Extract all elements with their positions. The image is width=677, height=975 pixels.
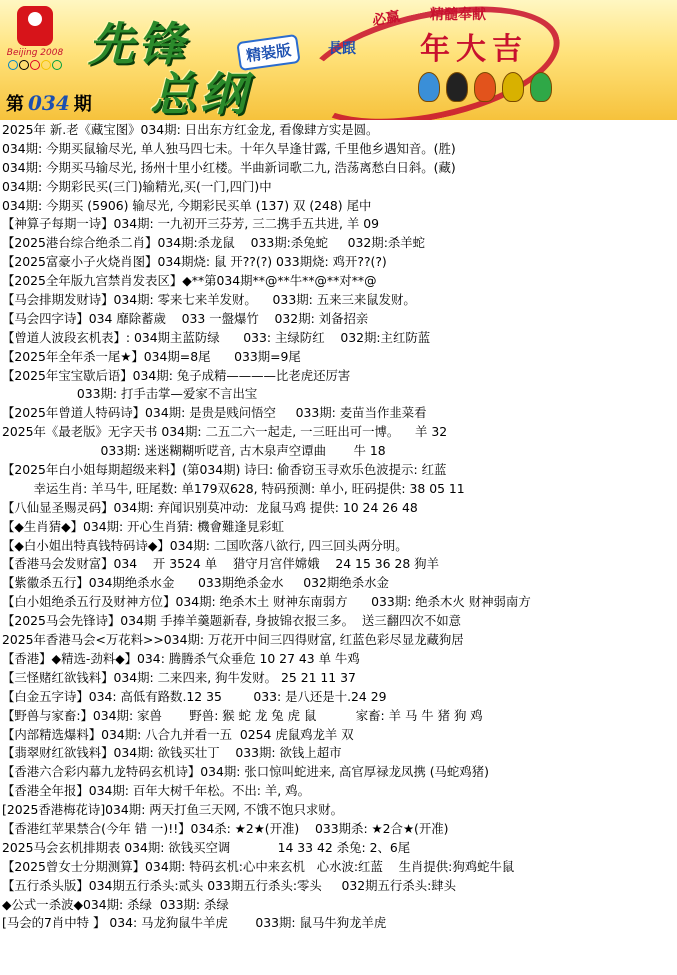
mascot-icon	[530, 72, 552, 102]
text-line: 033期: 迷迷糊糊听呓音, 古木泉声空谭曲 牛 18	[2, 443, 386, 459]
text-line: 【香港红苹果禁合(今年 错 一)!!】034杀: ★2★(开准) 033期杀: ★2合★(开准)	[2, 820, 449, 836]
text-line: 【香港】◆精选-劲料◆】034: 腾腾杀气众垂危 10 27 43 单 牛鸡	[2, 650, 360, 666]
text-line: 2025马会玄机排期表 034期: 欲钱买空调 14 33 42 杀兔: 2、6尾	[2, 839, 411, 855]
text-line: 033期: 打手击掌—爱家不言出宝	[2, 386, 258, 402]
text-line: 034期: 今期买鼠输尽光, 单人独马四七未。十年久旱逢甘露, 千里他乡遇知音。(胜)	[2, 140, 456, 156]
dancing-beijing-seal-icon	[17, 6, 53, 46]
edition-badge: 精装版	[236, 34, 300, 71]
text-line: 【八仙显圣赐灵码】034期: 弃闻识别莫冲动: 龙鼠马鸡 提供: 10 24 26 48	[2, 499, 418, 515]
text-line: 【2025年白小姐每期超级来料】(第034期) 诗曰: 偷香窃玉寻欢乐色波提示: 红蓝	[2, 462, 447, 478]
text-line: 【2025富豪小子火烧肖图】034期烧: 鼠 开??(?) 033期烧: 鸡开??(?)	[2, 254, 387, 270]
text-line: 2025年 新.老《藏宝图》034期: 日出东方红金龙, 看像肆方实是圆。	[2, 122, 379, 137]
text-line: 【紫徽杀五行】034期绝杀水金 033期绝杀金水 032期绝杀水金	[2, 575, 389, 591]
slogan-offer: 精髓奉献	[430, 7, 486, 23]
text-line: 【五行杀头版】034期五行杀头:贰头 033期五行杀头:零头 032期五行杀头:肆头	[2, 877, 457, 893]
mascot-icon	[446, 72, 468, 102]
emblem-caption: Beijing 2008	[6, 48, 64, 58]
issue-prefix: 第	[6, 94, 24, 115]
olympic-rings-icon	[6, 60, 64, 70]
text-line: 2025年香港马会<万花料>>034期: 万花开中间三四得财富, 红蓝色彩尽显龙藏狗居	[2, 632, 464, 648]
header-banner	[0, 0, 677, 120]
text-line: 【◆生肖猜◆】034期: 开心生肖猜: 機會難逢見彩虹	[2, 518, 284, 534]
text-line: 【白金五字诗】034: 高低有路数.12 35 033: 是八还是十.24 29	[2, 688, 387, 704]
text-line: 【◆白小姐出特真钱特码诗◆】034期: 二国吹落八欲行, 四三回头两分明。	[2, 537, 408, 553]
issue-suffix: 期	[73, 94, 92, 115]
banner-title-bottom: 总纲	[150, 67, 250, 120]
text-line: 【神算子每期一诗】034期: 一九初开三芬芳, 三二携手五共进, 羊 09	[2, 216, 379, 232]
text-line: 【香港六合彩内幕九龙特码玄机诗】034期: 张口惊叫蛇进来, 高官厚禄龙凤携 (马蛇鸡猪)	[2, 764, 489, 780]
text-line: 幸运生肖: 羊马牛, 旺尾数: 单179双628, 特码预测: 单小, 旺码提供: 38 05 11	[2, 480, 465, 496]
slogan-follow: 長跟	[328, 41, 356, 57]
text-line: 【三怪赌红欲钱料】034期: 二来四来, 狗牛发财。 25 21 11 37	[2, 669, 356, 685]
text-line: 【2025年宝宝歇后语】034期: 兔子成精————比老虎还厉害	[2, 367, 351, 383]
slogan-win: 必赢	[370, 8, 402, 30]
olympic-emblem	[6, 6, 64, 88]
mascots-illustration	[418, 72, 552, 102]
text-line: 2025年《最老版》无字天书 034期: 二五二六一起走, 一三旺出可一博。 羊 32	[2, 424, 448, 440]
text-line: 【野兽与家畜:】034期: 家兽 野兽: 猴 蛇 龙 兔 虎 鼠 家畜: 羊 马 牛 猪 狗 鸡	[2, 707, 483, 723]
text-line: 【马会四字诗】034 靡除蓄歲 033 一盤爆竹 032期: 刘备招亲	[2, 310, 369, 326]
text-line: 【2025全年版九宫禁肖发表区】◆**第034期**@**牛**@**对**@	[2, 273, 377, 289]
text-line: 【2025曾女士分期测算】034期: 特码玄机:心中来玄机 心水波:红蓝 生肖提供:狗鸡蛇牛鼠	[2, 858, 515, 874]
text-line: 【2025马会先锋诗】034期 手捧羊羹题新春, 身披锦衣报三多。 送三翻四次不如意	[2, 613, 461, 629]
text-line: 【2025港台综合绝杀二肖】034期:杀龙鼠 033期:杀兔蛇 032期:杀羊蛇	[2, 235, 426, 251]
text-line: ◆公式一杀波◆034期: 杀绿 033期: 杀绿	[2, 896, 229, 912]
text-line: 【白小姐绝杀五行及财神方位】034期: 绝杀木土 财神东南弱方 033期: 绝杀木火 财神弱南方	[2, 594, 531, 610]
issue-number: 034	[28, 91, 70, 115]
text-line: 【2025年全年杀一尾★】034期=8尾 033期=9尾	[2, 348, 301, 364]
text-line: 【曾道人波段玄机表】: 034期主蓝防绿 033: 主绿防红 032期:主红防蓝	[2, 329, 431, 345]
mascot-icon	[474, 72, 496, 102]
text-line: 【香港全年报】034期: 百年大树千年松。不出: 羊, 鸡。	[2, 783, 310, 799]
text-line: 【2025年曾道人特码诗】034期: 是贵是贱问悟空 033期: 麦苗当作韭菜看	[2, 405, 427, 421]
text-line: 【内部精选爆料】034期: 八合九并看一五 0254 虎鼠鸡龙羊 双	[2, 726, 354, 742]
slogan-greeting: 年大吉	[420, 32, 528, 67]
text-line: 034期: 今期买 (5906) 输尽光, 今期彩民买单 (137) 双 (248) 尾中	[2, 197, 372, 213]
mascot-icon	[418, 72, 440, 102]
banner-title-top: 先锋	[88, 17, 188, 71]
text-line: 【马会排期发财诗】034期: 零来七来羊发财。 033期: 五来三来鼠发财。	[2, 292, 416, 308]
issue-label	[6, 90, 92, 116]
prediction-text-block	[0, 121, 677, 933]
text-line: 【香港马会发财富】034 开 3524 单 猎守月宫伴嫦娥 24 15 36 28 狗羊	[2, 556, 439, 572]
text-line: 034期: 今期彩民买(三门)输精光,买(一门,四门)中	[2, 178, 272, 194]
text-line: [马会的7肖中特 】 034: 马龙狗鼠牛羊虎 033期: 鼠马牛狗龙羊虎	[2, 915, 387, 931]
mascot-icon	[502, 72, 524, 102]
text-line: [2025香港梅花诗]034期: 两天打鱼三天网, 不饿不饱只求财。	[2, 802, 344, 818]
text-line: 【翡翠财红欲钱料】034期: 欲钱买壮丁 033期: 欲钱上超市	[2, 745, 342, 761]
text-line: 034期: 今期买马输尽光, 扬州十里小红楼。半曲新词歌二九, 浩荡离愁白日斜。(藏)	[2, 159, 456, 175]
